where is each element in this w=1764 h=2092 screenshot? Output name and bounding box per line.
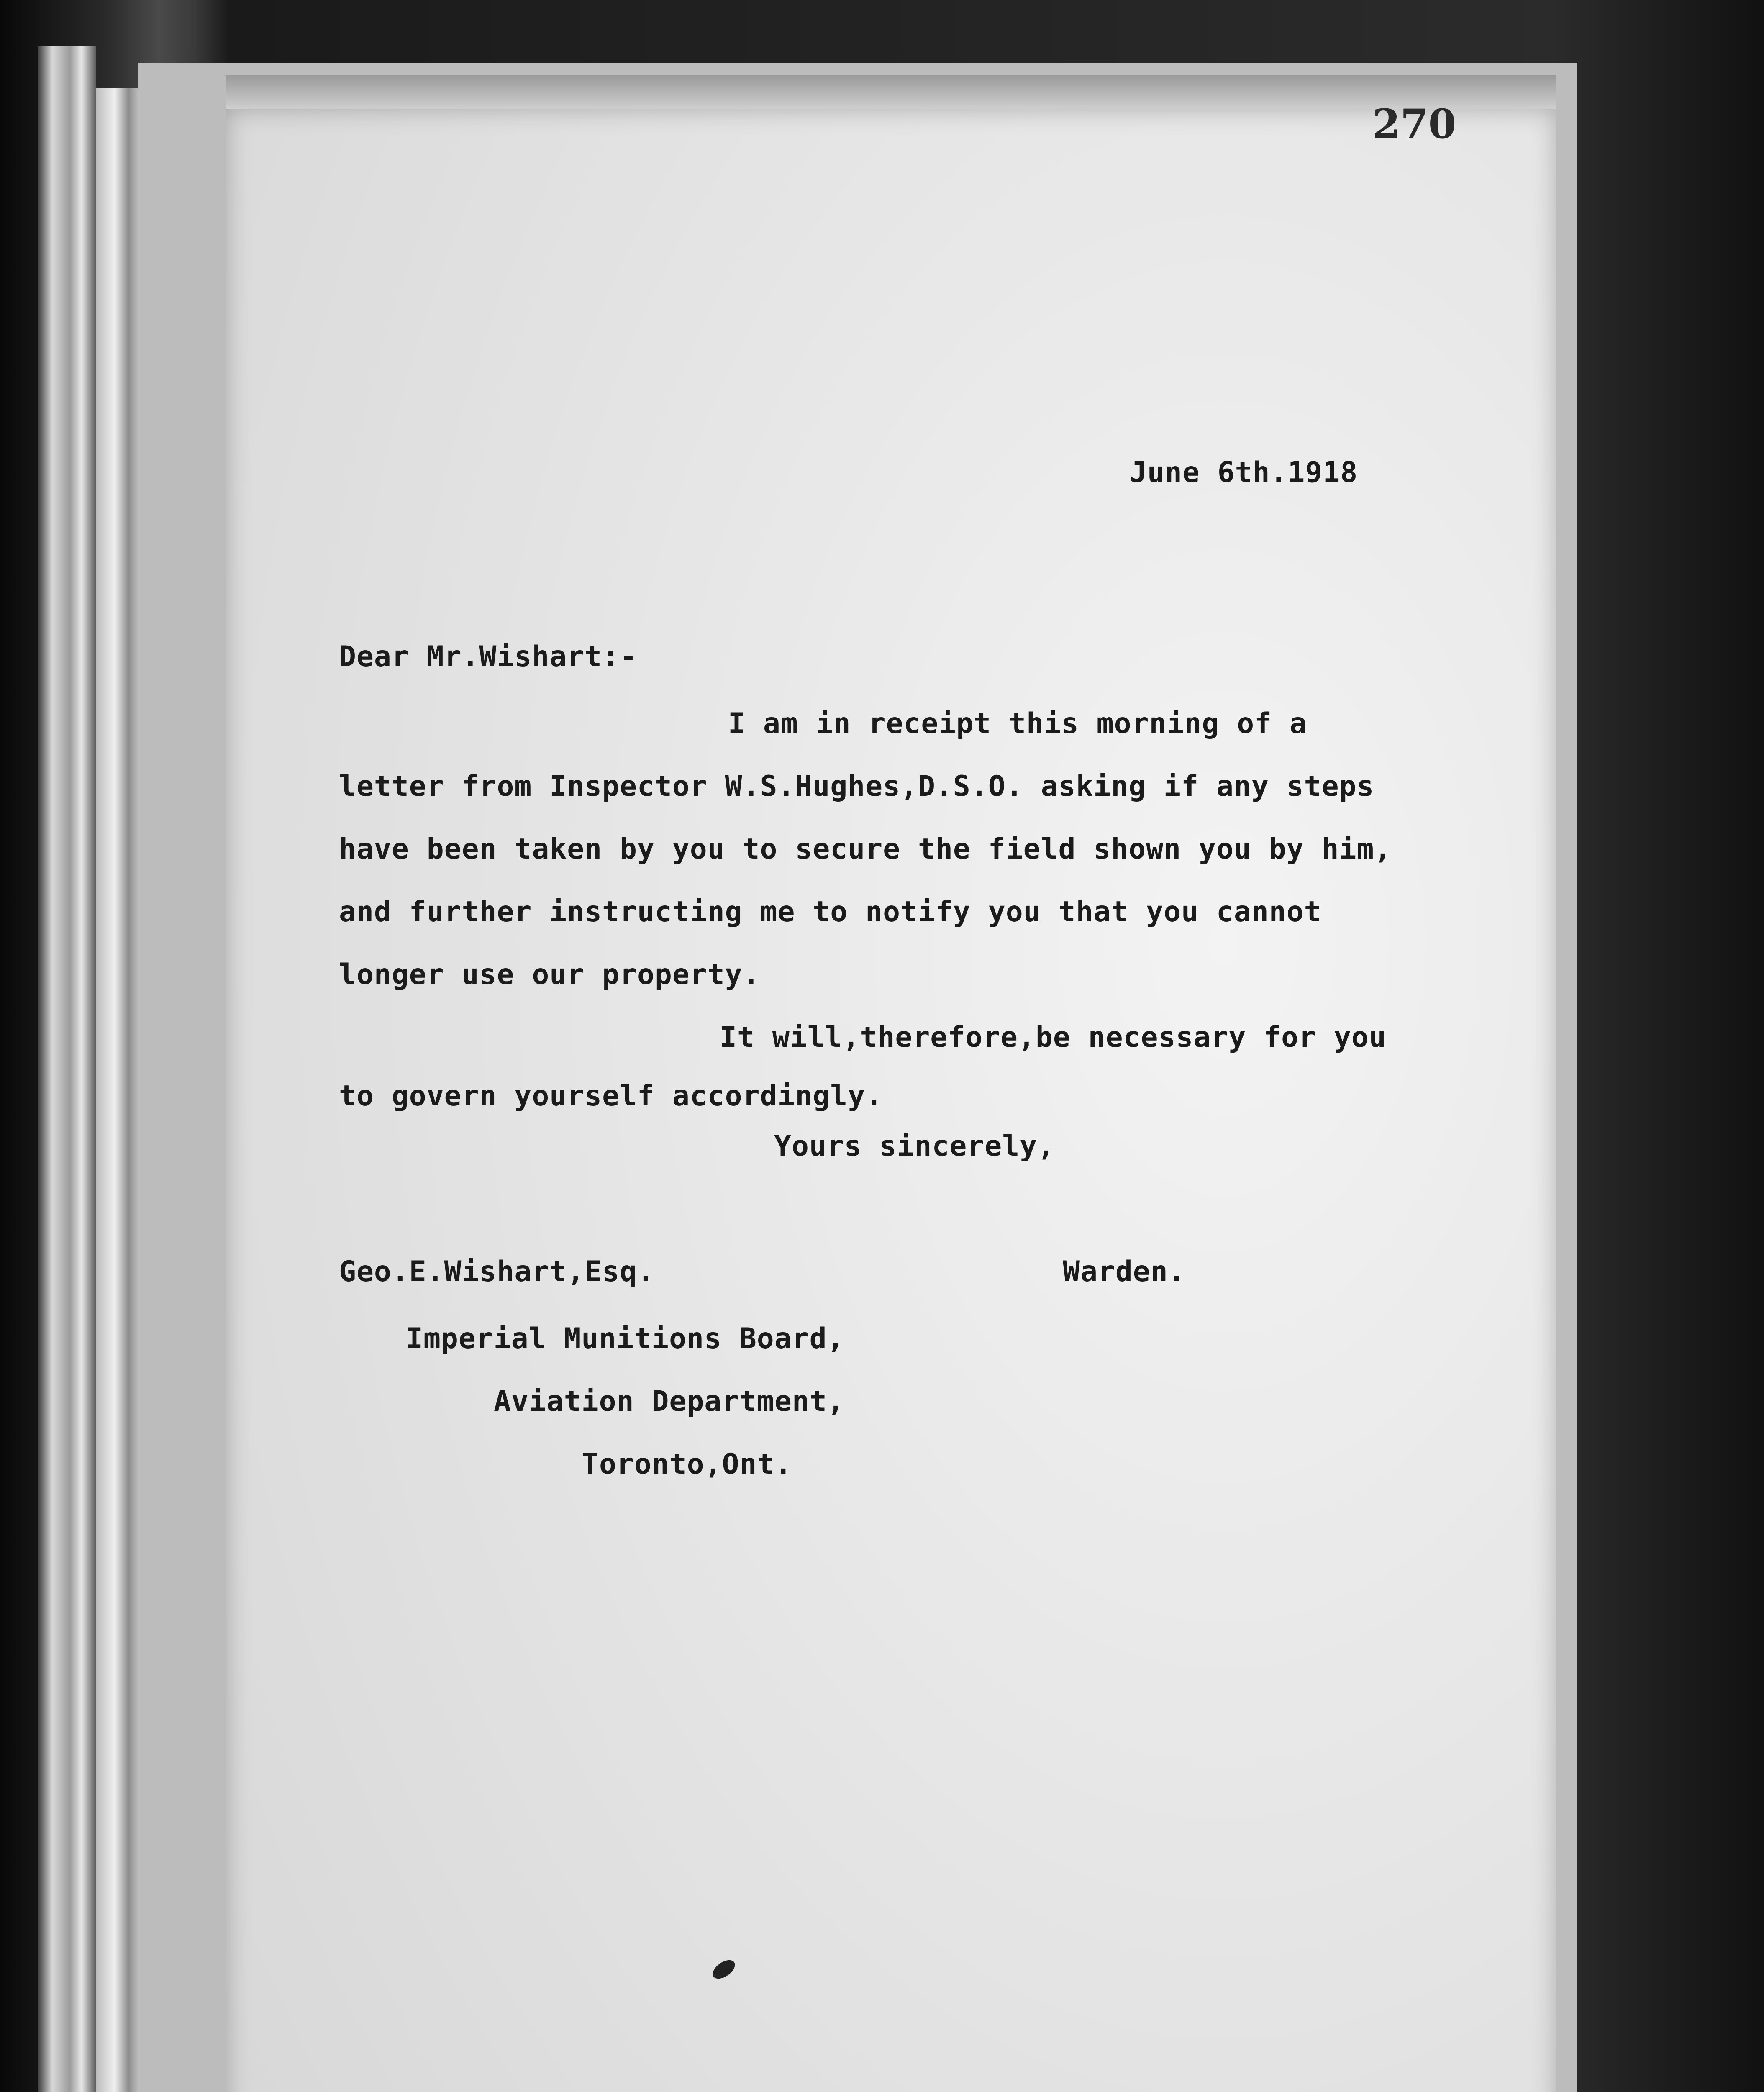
address-line: Imperial Munitions Board, xyxy=(406,1322,845,1355)
body-line: longer use our property. xyxy=(339,958,760,991)
signature: Warden. xyxy=(1063,1255,1186,1288)
body-line: It will,therefore,be necessary for you xyxy=(720,1021,1387,1054)
address-line: Aviation Department, xyxy=(494,1385,845,1418)
body-line: to govern yourself accordingly. xyxy=(339,1079,883,1113)
recipient-name: Geo.E.Wishart,Esq. xyxy=(339,1255,655,1288)
salutation: Dear Mr.Wishart:- xyxy=(339,640,637,673)
body-line: I am in receipt this morning of a xyxy=(728,707,1308,740)
body-line: letter from Inspector W.S.Hughes,D.S.O. asking if any steps xyxy=(339,770,1374,803)
page-edge-inner xyxy=(96,88,142,2092)
closing: Yours sincerely, xyxy=(774,1130,1055,1163)
page-edge-left xyxy=(38,46,96,2092)
address-line: Toronto,Ont. xyxy=(582,1448,792,1481)
body-line: and further instructing me to notify you that you cannot xyxy=(339,895,1322,928)
body-line: have been taken by you to secure the field shown you by him, xyxy=(339,833,1392,866)
page-number: 270 xyxy=(1372,100,1456,148)
letter-date: June 6th.1918 xyxy=(1130,456,1358,489)
